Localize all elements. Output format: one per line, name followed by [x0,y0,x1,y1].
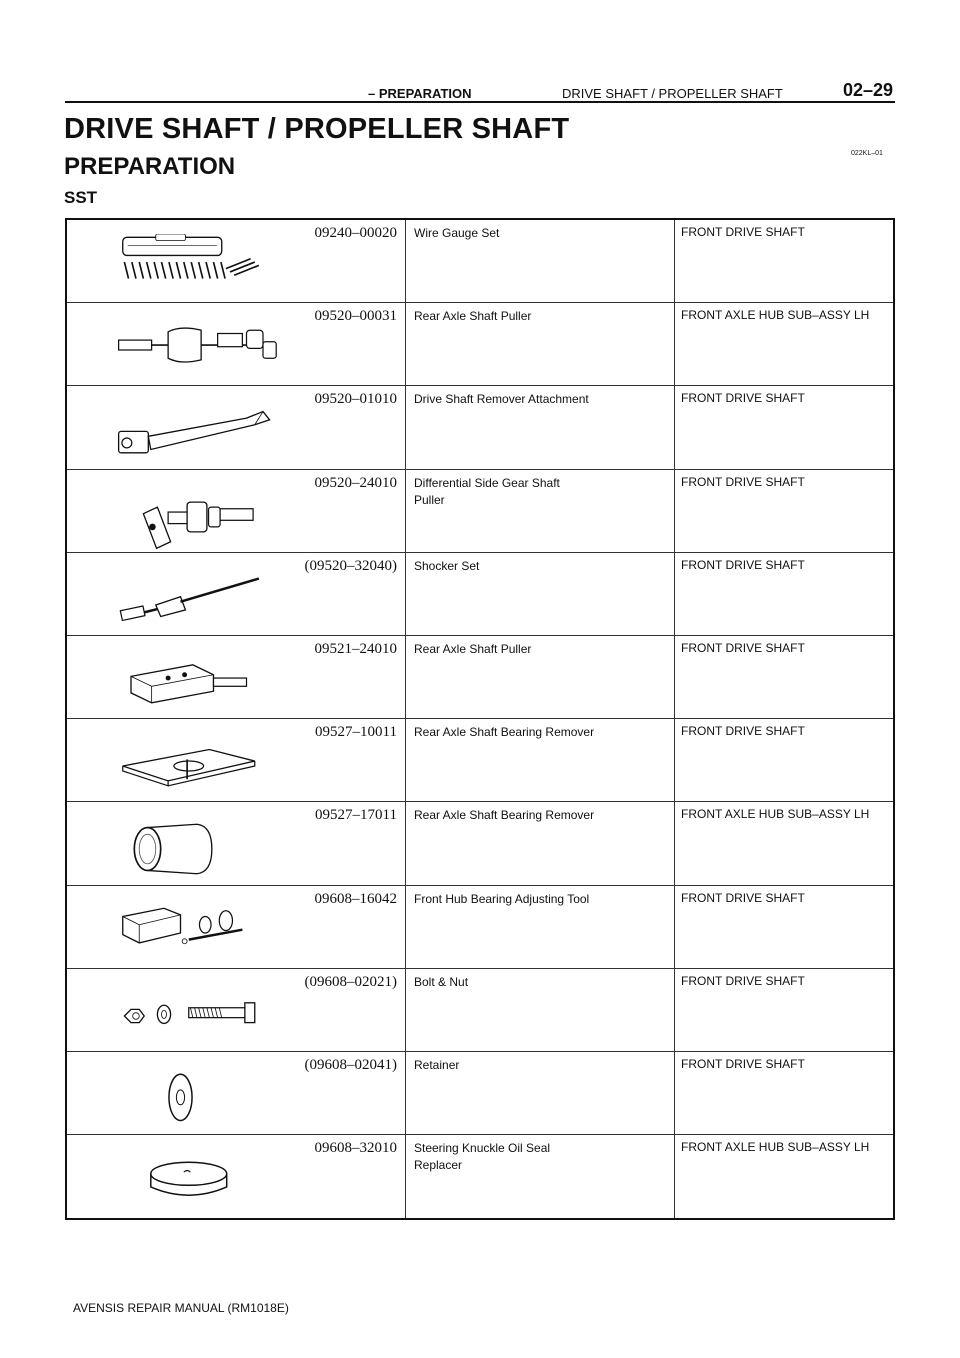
tool-name-line: Shocker Set [414,558,480,573]
shocker-set-icon [87,567,307,633]
part-number: 09520–01010 [314,391,397,408]
tool-cell [67,303,405,385]
usage-cell [675,386,893,468]
usage-text: FRONT AXLE HUB SUB–ASSY LH [681,1140,870,1155]
part-number: (09520–32040) [304,557,397,574]
usage-cell [675,303,893,385]
tool-name-line: Front Hub Bearing Adjusting Tool [414,891,590,906]
table-row [67,470,893,553]
part-number: 09521–24010 [314,640,397,657]
retainer-washer-icon [87,1066,307,1132]
usage-text: FRONT DRIVE SHAFT [681,640,805,655]
remover-attachment-icon [87,400,307,466]
table-row [67,1135,893,1218]
tool-name-line: Retainer [414,1057,460,1072]
table-row [67,636,893,719]
tool-cell [67,636,405,718]
part-number: 09520–00031 [314,308,397,325]
header-section: – PREPARATION [368,86,472,101]
part-number: 09520–24010 [314,474,397,491]
tool-cell [67,553,405,635]
tool-cell [67,470,405,552]
part-number: 09240–00020 [314,225,397,241]
usage-cell [675,553,893,635]
usage-text: FRONT AXLE HUB SUB–ASSY LH [681,308,870,323]
tool-cell [67,719,405,801]
usage-text: FRONT DRIVE SHAFT [681,225,805,239]
tool-name-cell [405,386,675,468]
page-subtitle: PREPARATION [64,153,236,180]
table-row [67,719,893,802]
bolt-nut-icon [87,983,307,1049]
part-number: 09527–10011 [315,724,397,741]
tool-name-cell [405,553,675,635]
page-footer: AVENSIS REPAIR MANUAL (RM1018E) [73,1301,289,1315]
wire-gauge-set-icon [87,234,307,300]
table-row [67,553,893,636]
header-subsection: DRIVE SHAFT / PROPELLER SHAFT [562,86,783,101]
usage-cell [675,1052,893,1134]
tool-name-line: Differential Side Gear Shaft [414,475,560,490]
bearing-remover-plate-icon [87,733,307,799]
table-row [67,386,893,469]
tool-name-cell [405,636,675,718]
tool-name-line: Steering Knuckle Oil Seal [414,1141,551,1156]
tool-name-cell [405,303,675,385]
tool-name-cell [405,969,675,1051]
tool-name-line: Bolt & Nut [414,974,469,989]
usage-text: FRONT AXLE HUB SUB–ASSY LH [681,807,870,822]
section-label: SST [64,188,98,207]
tool-name-line: Rear Axle Shaft Puller [414,641,532,656]
tool-name-line: Wire Gauge Set [414,226,500,240]
tool-cell [67,802,405,884]
sst-table [65,218,895,1220]
tool-cell [67,220,405,302]
tool-cell [67,1135,405,1218]
usage-cell [675,719,893,801]
bearing-adjusting-tool-icon [87,900,307,966]
tool-name-line: Replacer [414,1158,463,1173]
table-row [67,802,893,885]
table-row [67,886,893,969]
usage-text: FRONT DRIVE SHAFT [681,724,805,739]
tool-name-line: Drive Shaft Remover Attachment [414,392,589,407]
tool-cell [67,886,405,968]
tool-cell [67,386,405,468]
tool-name-line: Rear Axle Shaft Puller [414,309,532,324]
tool-cell [67,969,405,1051]
usage-cell [675,1135,893,1218]
table-row [67,1052,893,1135]
usage-text: FRONT DRIVE SHAFT [681,1056,805,1071]
oil-seal-replacer-icon [87,1149,307,1215]
gear-shaft-puller-icon [87,484,307,550]
tool-name-cell [405,802,675,884]
axle-shaft-puller-icon [87,317,307,383]
tool-name-cell [405,1135,675,1218]
tool-cell [67,1052,405,1134]
usage-text: FRONT DRIVE SHAFT [681,474,805,489]
tool-name-line: Rear Axle Shaft Bearing Remover [414,808,595,823]
tool-name-cell [405,886,675,968]
header-divider [65,101,895,103]
part-number: 09608–16042 [314,890,397,907]
tool-name-line: Rear Axle Shaft Bearing Remover [414,725,595,740]
table-row [67,303,893,386]
part-number: 09608–32010 [314,1140,397,1157]
bearing-remover-cup-icon [87,816,307,882]
shaft-puller-block-icon [87,650,307,716]
page-number: 02–29 [842,80,893,100]
table-row [67,969,893,1052]
tool-name-line: Puller [414,492,445,507]
usage-text: FRONT DRIVE SHAFT [681,391,805,406]
usage-text: FRONT DRIVE SHAFT [681,973,805,988]
part-number: (09608–02021) [304,973,397,990]
usage-cell [675,220,893,302]
usage-cell [675,886,893,968]
usage-text: FRONT DRIVE SHAFT [681,557,805,572]
figure-code: 022KL–01 [851,150,883,157]
page-title: DRIVE SHAFT / PROPELLER SHAFT [64,113,570,145]
usage-cell [675,802,893,884]
usage-cell [675,969,893,1051]
tool-name-cell [405,470,675,552]
tool-name-cell [405,220,675,302]
usage-cell [675,636,893,718]
tool-name-cell [405,1052,675,1134]
part-number: (09608–02041) [304,1056,397,1073]
usage-cell [675,470,893,552]
table-row [67,220,893,303]
part-number: 09527–17011 [315,807,397,824]
usage-text: FRONT DRIVE SHAFT [681,890,805,905]
tool-name-cell [405,719,675,801]
